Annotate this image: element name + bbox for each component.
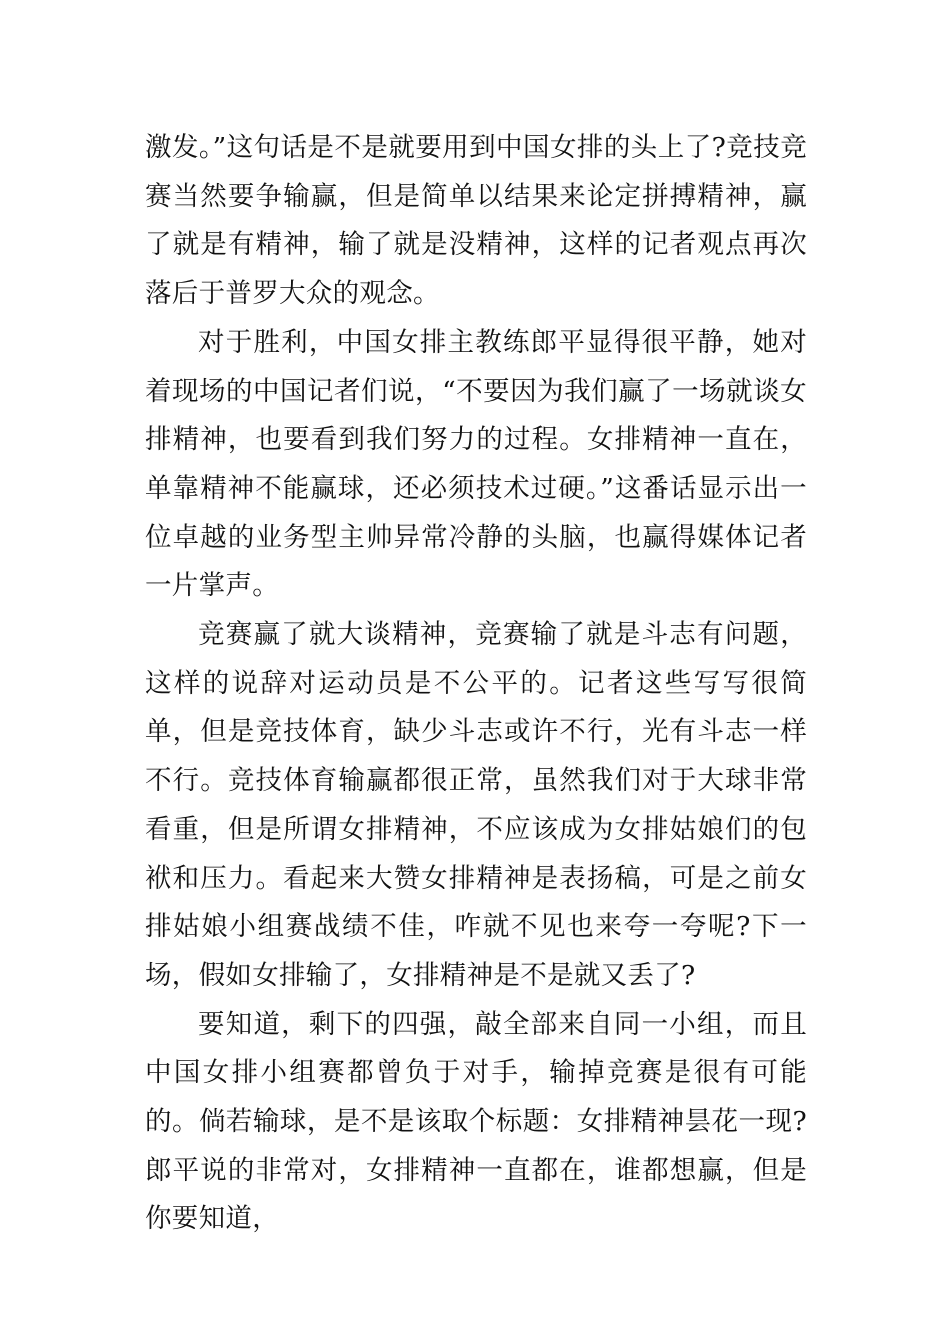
paragraph-spirit-critique: 竞赛赢了就大谈精神，竞赛输了就是斗志有问题，这样的说辞对运动员是不公平的。记者这些写写很简单，但是竞技体育，缺少斗志或许不行，光有斗志一样不行。竞技体育输赢都很正常，虽然我们对于大球非常看重，但是所谓女排精神，不应该成为女排姑娘们的包袱和压力。看起来大赞女排精神是表扬稿，可是之前女排姑娘小组赛战绩不佳，咋就不见也来夸一夸呢?下一场，假如女排输了，女排精神是不是就又丢了? bbox=[145, 619, 807, 991]
article-body bbox=[145, 124, 807, 1244]
paragraph-final-four: 要知道，剩下的四强，敲全部来自同一小组，而且中国女排小组赛都曾负于对手，输掉竞赛是很有可能的。倘若输球，是不是该取个标题：女排精神昙花一现?郎平说的非常对，女排精神一直都在，谁都想赢，但是你要知道， bbox=[145, 1008, 807, 1235]
paragraph-coach-quote: 对于胜利，中国女排主教练郎平显得很平静，她对着现场的中国记者们说，“不要因为我们赢了一场就谈女排精神，也要看到我们努力的过程。女排精神一直在，单靠精神不能赢球，还必须技术过硬。”这番话显示出一位卓越的业务型主帅异常冷静的头脑，也赢得媒体记者一片掌声。 bbox=[145, 326, 807, 602]
paragraph-continuation: 激发。”这句话是不是就要用到中国女排的头上了?竞技竞赛当然要争输赢，但是简单以结果来论定拼搏精神，赢了就是有精神，输了就是没精神，这样的记者观点再次落后于普罗大众的观念。 bbox=[145, 132, 807, 310]
